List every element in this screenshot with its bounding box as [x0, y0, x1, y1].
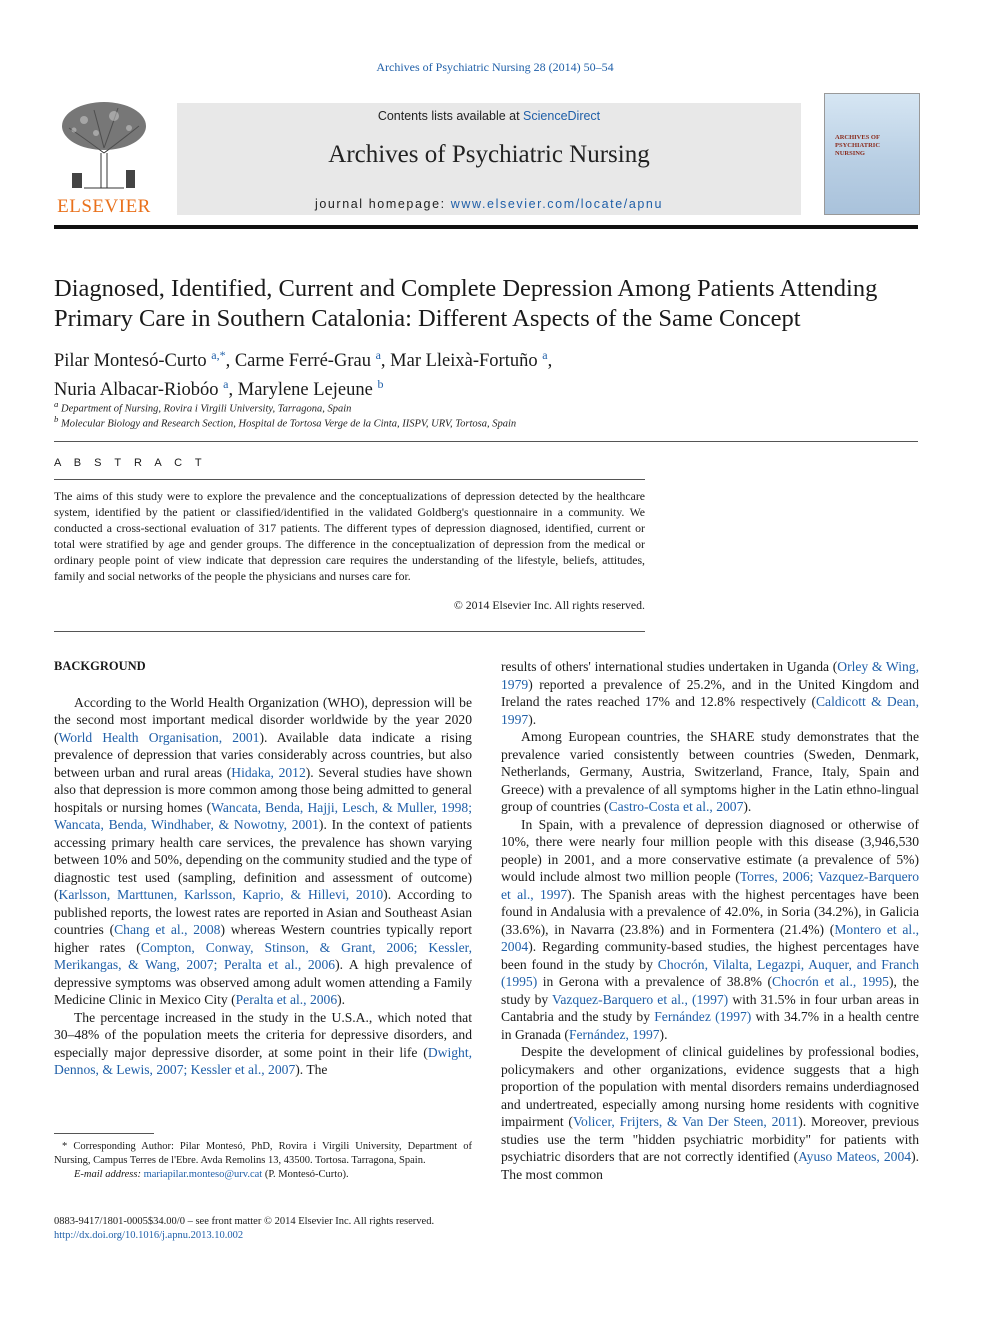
email-link[interactable]: mariapilar.monteso@urv.cat [143, 1169, 263, 1180]
body-text: ). The Spanish areas with the highest percentages have been found in Andalusia with a prevalence of 42.0%, in Soria (34.2%), in Galicia (33.6%), in Navarra (23.8%) and in Formentera (21.4%) ( [501, 886, 919, 937]
body-text: ). [743, 799, 752, 814]
header-rule [54, 225, 918, 229]
body-text: in Gerona with a prevalence of 38.8% ( [537, 974, 772, 989]
journal-cover-thumbnail[interactable] [824, 93, 920, 215]
cover-title: ARCHIVES OF PSYCHIATRIC NURSING [835, 134, 881, 157]
journal-citation[interactable]: Archives of Psychiatric Nursing 28 (2014) 50–54 [376, 60, 614, 74]
affiliation-b-text: Molecular Biology and Research Section, Hospital de Tortosa Verge de la Cinta, IISPV, URV, Tortosa, Spain [61, 418, 517, 430]
journal-title: Archives of Psychiatric Nursing [328, 141, 650, 168]
contents-prefix: Contents lists available at [377, 109, 524, 123]
author-separator: , [547, 351, 553, 372]
contents-line [177, 109, 801, 123]
elsevier-wordmark: ELSEVIER [57, 196, 151, 217]
citation-link[interactable]: Caldicott & Dean, 1997 [501, 694, 919, 727]
citation-link[interactable]: Fernández (1997) [654, 1009, 752, 1024]
citation-link[interactable]: Montero et al., 2004 [501, 921, 919, 954]
body-text: with 34.7% in a health centre in Granada ( [501, 1009, 919, 1042]
author-affiliation-marker[interactable]: a,* [211, 348, 226, 362]
abstract-heading: A B S T R A C T [54, 457, 207, 469]
left-paragraphs [54, 694, 472, 1079]
body-paragraph [501, 816, 919, 1044]
body-text: ). Regarding community-based studies, the highest percentages have been found in the study by [501, 939, 919, 972]
citation-link[interactable]: Peralta et al., 2006 [235, 992, 338, 1007]
author-name: Nuria Albacar-Riobóo [54, 380, 224, 401]
author-name: Pilar Montesó-Curto [54, 351, 212, 372]
copyright-notice: © 2014 Elsevier Inc. All rights reserved. [453, 598, 645, 612]
citation-link[interactable]: Ayuso Mateos, 2004 [798, 1149, 912, 1164]
email-suffix: (P. Montesó-Curto). [262, 1169, 349, 1180]
citation-link[interactable]: Volicer, Frijters, & Van Der Steen, 2011 [572, 1114, 799, 1129]
divider [54, 441, 918, 442]
body-text: ) reported a prevalence of 25.2%, and in the United Kingdom and Ireland the rates reached 17% and 12.8% respectively ( [501, 676, 919, 709]
affiliation-b [54, 414, 516, 430]
citation-link[interactable]: Chocrón, Vilalta, Legazpi, Auquer, and Franch (1995) [501, 956, 920, 989]
journal-homepage [177, 197, 801, 211]
citation-link[interactable]: Chang et al., 2008 [114, 922, 221, 937]
citation-link[interactable]: Compton, Conway, Stinson, & Grant, 2006; Kessler, Merikangas, & Wang, 2007; Peralta et al., 2006 [54, 939, 473, 972]
body-text: ), the study by [501, 974, 920, 1007]
citation-link[interactable]: Castro-Costa et al., 2007 [608, 799, 744, 814]
author-affiliation-marker[interactable]: a [223, 377, 229, 392]
body-paragraph [501, 1043, 919, 1183]
body-text: ). Several studies have shown also that depression is more common among those being admitted to general hospitals or nursing homes ( [54, 764, 472, 815]
body-text: ). A high prevalence of depressive symptoms was observed among adult women attending a Family Medicine Clinic in Mexico City ( [54, 957, 472, 1007]
affiliation-a-marker: a [54, 399, 59, 409]
abstract-text: The aims of this study were to explore the prevalence and the conceptualizations of depression detected by the healthcare system, identified by the patient or classified/identified in the validated Goldberg's questionnaire in a community. We conducted a cross-sectional evaluation of 317 patients. The different types of depression diagnosed, identified, current or total were stratified by age and gender groups. The difference in the conceptualization of depression from the medical or ordinary people point of view indicate that depression care requires the understanding of the lifestyle, beliefs, attitudes, family and social networks of the people the physicians and nurses care for. [54, 489, 645, 583]
body-right-column [501, 658, 919, 1183]
author-list [54, 344, 934, 402]
homepage-prefix: journal homepage: [314, 197, 451, 211]
body-paragraph [501, 658, 919, 728]
author-affiliation-marker[interactable]: b [377, 377, 384, 392]
citation-link[interactable]: Karlsson, Marttunen, Karlsson, Kaprio, & Hillevi, 2010 [58, 887, 384, 902]
body-text: Among European countries, the SHARE study demonstrates that the prevalence varied consistently between countries (Sweden, Denmark, Netherlands, Germany, Austria, Switzerland, France, Italy, Spain and Greece) with a prevalence of all symptoms higher in the Latin ethno-lingual group of countries ( [501, 729, 919, 814]
citation-link[interactable]: Wancata, Benda, Hajji, Lesch, & Muller, 1998; Wancata, Benda, Windhaber, & Nowotny, 2001 [54, 799, 472, 832]
page-footer [54, 1215, 654, 1243]
footnote [54, 1140, 472, 1182]
body-text: The percentage increased in the study in the U.S.A., which noted that 30–48% of the population meets the criteria for depressive disorders, and especially major depressive disorder, at some point in their life ( [54, 1009, 472, 1060]
body-text: ). Moreover, previous studies use the term "hidden psychiatric morbidity" for patients with psychiatric disorders that are not correctly identified ( [501, 1114, 920, 1164]
body-text: ). Available data indicate a rising prevalence of depression that varies considerably across countries, but also between urban and rural areas ( [54, 729, 472, 780]
body-left-column [54, 658, 472, 1079]
body-text: ). In the context of patients accessing primary health care services, the prevalence has shown varying between 10% and 50%, depending on the community studied and the type of diagnostic test used (sampling, definition and assessment of outcome) ( [54, 817, 473, 902]
corresponding-author-note: * Corresponding Author: Pilar Montesó, PhD, Rovira i Virgili University, Department of Nursing, Campus Terres de l'Ebre. Avda Remolins 13, 43500. Tortosa. Tarragona, Spain. [54, 1141, 472, 1166]
citation-link[interactable]: Hidaka, 2012 [231, 764, 306, 780]
email-line [54, 1168, 472, 1182]
body-text: ) whereas Western countries typically report higher rates ( [54, 922, 473, 955]
citation-link[interactable]: Dwight, Dennos, & Lewis, 2007; Kessler et al., 2007 [54, 1044, 472, 1077]
doi-link[interactable]: http://dx.doi.org/10.1016/j.apnu.2013.10.002 [54, 1230, 244, 1241]
author-name: Carme Ferré-Grau [234, 351, 376, 372]
body-text: ). The most common [501, 1149, 920, 1182]
author-separator: , [228, 380, 238, 401]
author-separator: , [225, 351, 235, 372]
issn-line: 0883-9417/1801-0005$34.00/0 – see front matter © 2014 Elsevier Inc. All rights reserved. [54, 1216, 435, 1227]
body-text: ). [528, 711, 537, 727]
body-paragraph [54, 694, 472, 1009]
abstract-top-rule [54, 479, 645, 480]
affiliation-b-marker: b [54, 414, 59, 424]
body-text: In Spain, with a prevalence of depression diagnosed or otherwise of 10%, there were nearly four million people with this disease (3,946,530 people) in 2001, and a more conservative estimate (a prevalence of 5%) would include almost two million people ( [501, 816, 919, 884]
citation-link[interactable]: Orley & Wing, 1979 [501, 659, 919, 692]
elsevier-tree-icon [54, 98, 154, 193]
body-text: with 31.5% in four urban areas in Cantabria and the study by [501, 991, 920, 1024]
sciencedirect-link[interactable]: ScienceDirect [523, 109, 601, 123]
citation-link[interactable]: Chocrón et al., 1995 [771, 974, 889, 989]
body-text: ). [659, 1026, 668, 1042]
author-name: Mar Lleixà-Fortuño [390, 351, 543, 372]
body-text: Despite the development of clinical guidelines by professional bodies, policymakers and other organizations, evidence suggests that a high proportion of the population with mental disorders remains underdiagnosed and undertreated, especially among nursing home residents with cognitive impairment ( [501, 1044, 919, 1129]
author-affiliation-marker[interactable]: a [375, 348, 381, 362]
footnote-rule [54, 1133, 154, 1134]
citation-link[interactable]: Torres, 2006; Vazquez-Barquero et al., 1997 [501, 869, 919, 902]
body-text: results of others' international studies undertaken in Uganda ( [501, 659, 838, 674]
citation-link[interactable]: World Health Organisation, 2001 [58, 729, 260, 745]
section-heading: BACKGROUND [54, 659, 146, 673]
right-paragraphs [501, 658, 919, 1183]
citation-link[interactable]: Fernández, 1997 [568, 1026, 660, 1042]
author-name: Marylene Lejeune [237, 380, 378, 401]
body-text: ). The [295, 1062, 328, 1077]
journal-banner [177, 103, 801, 215]
citation-link[interactable]: Vazquez-Barquero et al., (1997) [552, 991, 729, 1007]
body-text: ). According to published reports, the lowest rates are reported in Asian and Southeast Asian countries ( [54, 887, 472, 937]
author-affiliation-marker[interactable]: a [542, 348, 548, 362]
body-paragraph [501, 728, 919, 816]
article-title: Diagnosed, Identified, Current and Complete Depression Among Patients Attending Primary Care in Southern Catalonia: Different Aspects of the Same Concept [54, 275, 878, 332]
body-text: ). [337, 992, 346, 1007]
affiliation-a [54, 399, 351, 415]
abstract-bottom-rule [54, 631, 645, 632]
body-text: According to the World Health Organization (WHO), depression will be the second most important medical disorder worldwide by the year 2020 ( [54, 694, 472, 745]
homepage-link[interactable]: www.elsevier.com/locate/apnu [450, 197, 664, 211]
affiliation-a-text: Department of Nursing, Rovira i Virgili University, Tarragona, Spain [61, 403, 352, 415]
body-paragraph [54, 1009, 472, 1079]
email-label: E-mail address: [74, 1169, 144, 1180]
author-separator: , [380, 351, 391, 372]
